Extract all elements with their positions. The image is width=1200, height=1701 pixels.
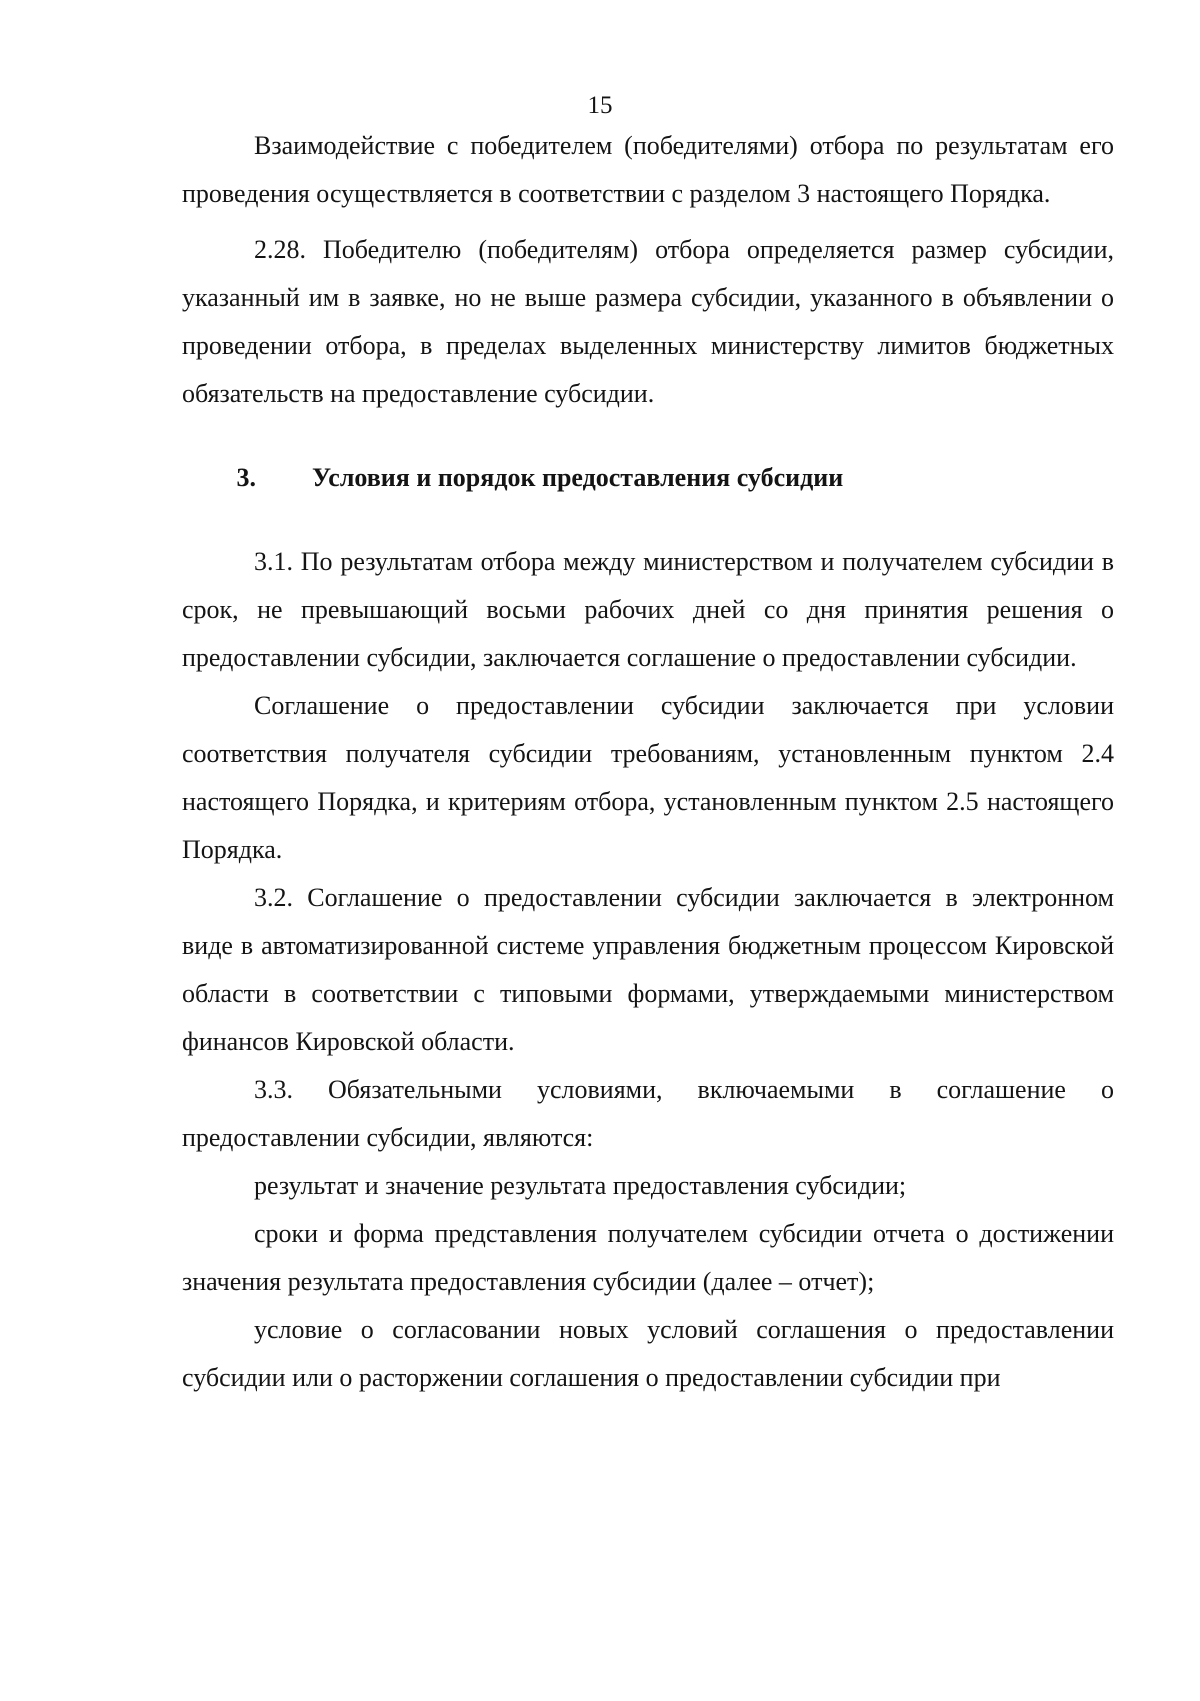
document-body bbox=[182, 122, 1114, 1402]
paragraph-result-value: результат и значение результата предоставления субсидии; bbox=[254, 1171, 907, 1200]
paragraph-new-conditions: условие о согласовании новых условий соглашения о предоставлении субсидии или о расторжении соглашения о предоставлении субсидии при bbox=[182, 1315, 1114, 1392]
section-number: 3. bbox=[236, 463, 256, 492]
paragraph-3-3: 3.3. Обязательными условиями, включаемыми в соглашение о предоставлении субсидии, являются: bbox=[182, 1075, 1114, 1152]
paragraph-2-28: 2.28. Победителю (победителям) отбора определяется размер субсидии, указанный им в заявке, но не выше размера субсидии, указанного в объявлении о проведении отбора, в пределах выделенных министерству лимитов бюджетных обязательств на предоставление субсидии. bbox=[182, 235, 1114, 408]
paragraph-interaction-winner: Взаимодействие с победителем (победителями) отбора по результатам его проведения осуществляется в соответствии с разделом 3 настоящего Порядка. bbox=[182, 131, 1114, 208]
paragraph-3-2: 3.2. Соглашение о предоставлении субсидии заключается в электронном виде в автоматизированной системе управления бюджетным процессом Кировской области в соответствии с типовыми формами, утверждаемыми министерством финансов Кировской области. bbox=[182, 883, 1114, 1056]
paragraph-3-1: 3.1. По результатам отбора между министерством и получателем субсидии в срок, не превышающий восьми рабочих дней со дня принятия решения о предоставлении субсидии, заключается соглашение о предоставлении субсидии. bbox=[182, 547, 1114, 672]
section-heading-3 bbox=[182, 454, 1114, 502]
section-title: Условия и порядок предоставления субсидии bbox=[312, 463, 844, 492]
paragraph-report-terms: сроки и форма представления получателем субсидии отчета о достижении значения результата предоставления субсидии (далее – отчет); bbox=[182, 1219, 1114, 1296]
paragraph-agreement-conditions: Соглашение о предоставлении субсидии заключается при условии соответствия получателя субсидии требованиям, установленным пунктом 2.4 настоящего Порядка, и критериям отбора, установленным пунктом 2.5 настоящего Порядка. bbox=[182, 691, 1114, 864]
page-number: 15 bbox=[587, 92, 613, 119]
